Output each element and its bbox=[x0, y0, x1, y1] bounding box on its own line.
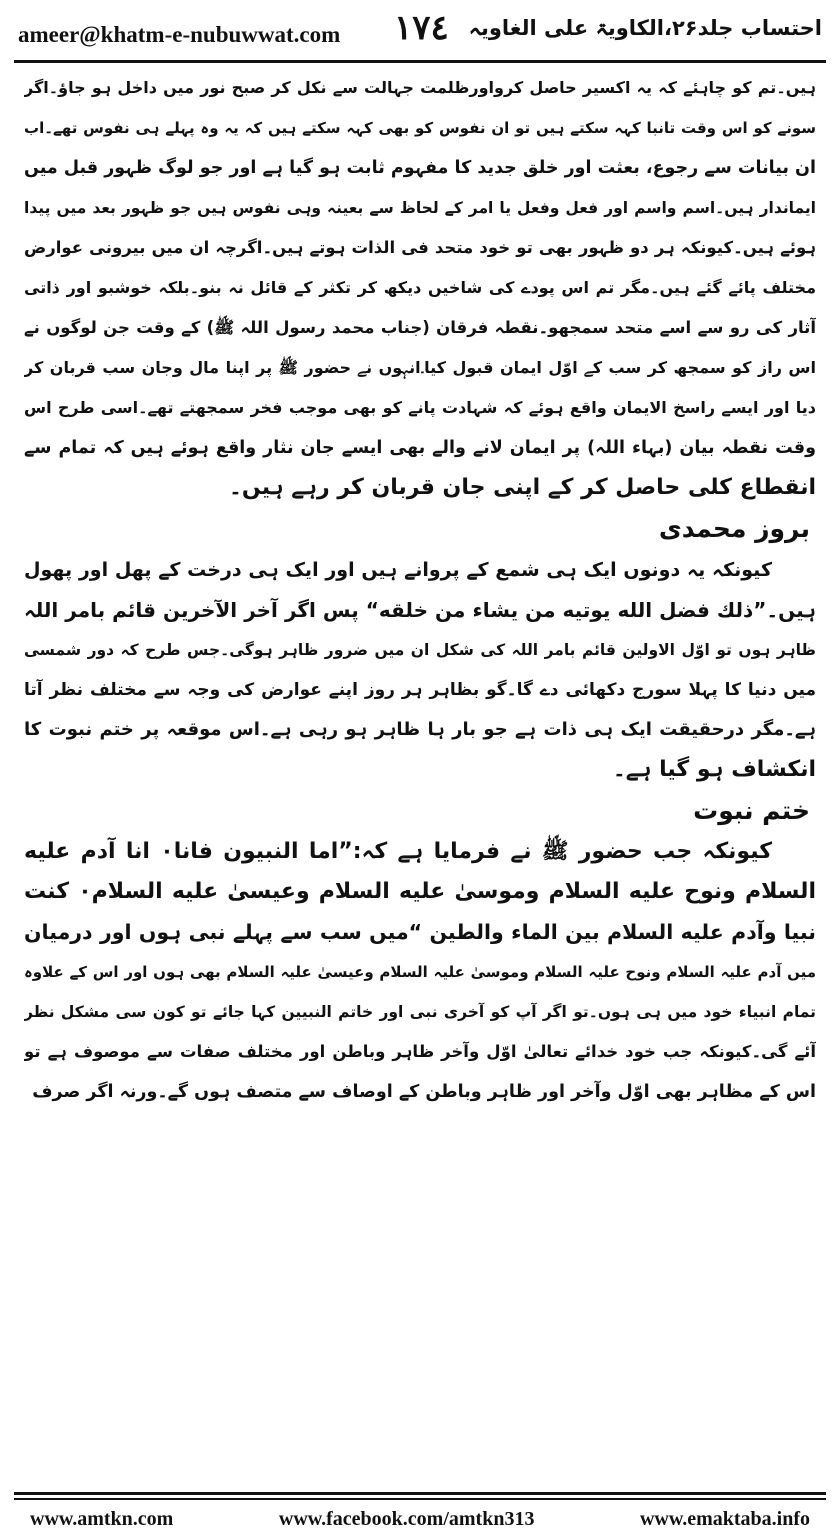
text-line: آثار کی رو سے اسے متحد سمجھو۔نقطہ فرقان (جناب محمد رسول اللہ ﷺ) کے وقت جن لوگوں نے bbox=[24, 318, 816, 337]
text-line: السلام ونوح عليه السلام وموسىٰ عليه السلام وعيسىٰ عليه السلام۰ كنت bbox=[24, 879, 816, 904]
text-line: ہے۔مگر درحقیقت ایک ہی ذات ہے جو بار ہا ظاہر ہو رہی ہے۔اس موقعہ پر ختم نبوت کا bbox=[24, 719, 816, 740]
text-line: دیا اور ایسے راسخ الایمان واقع ہوئے کہ شہادت پانے کو بھی موجب فخر سمجھتے تھے۔اسی طرح اس bbox=[24, 398, 816, 417]
text-line: وقت نقطہ بیان (بہاء اللہ) پر ایمان لانے والے بھی ایسے جان نثار واقع ہوئے ہیں کہ تمام سے bbox=[24, 438, 816, 458]
footer-link-facebook[interactable]: www.facebook.com/amtkn313 bbox=[278, 1507, 535, 1530]
text-line: کیونکہ جب حضور ﷺ نے فرمایا ہے کہ:”اما النبيون فانا۰ انا آدم عليه bbox=[24, 839, 773, 864]
footer-link-emaktaba[interactable]: www.emaktaba.info bbox=[639, 1507, 810, 1530]
text-line: میں دنیا کا پہلا سورج دکھائی دے گا۔گو بظاہر ہر روز اپنے عوارض کی وجہ سے مختلف نظر آتا bbox=[24, 680, 816, 700]
text-line: اس کے مظاہر بھی اوّل وآخر اور ظاہر وباطن کے اوصاف سے متصف ہوں گے۔ورنہ اگر صرف bbox=[32, 1082, 816, 1102]
text-line: انکشاف ہو گیا ہے۔ bbox=[612, 757, 816, 782]
text-line: ہیں۔”ذلك فضل الله يوتيه من يشاء من خلقه“ پس اگر آخر الآخرین قائم بامر اللہ bbox=[24, 598, 816, 622]
footer-rule-thin bbox=[14, 1498, 826, 1500]
text-line: ظاہر ہوں تو اوّل الاولین قائم بامر اللہ کی شکل ان میں ضرور ظاہر ہوگی۔جس طرح کہ دور شمسی bbox=[24, 641, 816, 659]
text-line: کیونکہ یہ دونوں ایک ہی شمع کے پروانے ہیں اور ایک ہی درخت کے پھل اور پھول bbox=[24, 559, 772, 581]
text-line: مختلف پائے گئے ہیں۔مگر تم اس پودے کی شاخیں دیکھ کر تکثر کے قائل نہ بنو۔بلکہ خوشبو اور ذاتی bbox=[24, 278, 816, 297]
page-body bbox=[24, 68, 816, 1468]
header-email: ameer@khatm-e-nubuwwat.com bbox=[18, 22, 341, 47]
text-line: انقطاع کلی حاصل کر کے اپنی جان قربان کر رہے ہیں۔ bbox=[229, 475, 816, 500]
text-line: اس راز کو سمجھ کر سب کے اوّل ایمان قبول کیا۔انہوں نے حضور ﷺ پر اپنا مال وجان سب قربان کر bbox=[24, 358, 816, 377]
footer-rule bbox=[14, 1492, 826, 1495]
text-line: ان بیانات سے رجوع، بعثت اور خلق جدید کا مفہوم ثابت ہو گیا ہے اور جو لوگ ظہور قبل میں bbox=[24, 158, 816, 178]
section-heading-khatm-e-nubuwwat: ختم نبوت bbox=[693, 796, 810, 825]
text-line: سونے کو اس وقت تانبا کہہ سکتے ہیں تو ان نفوس کو بھی کہہ سکتے ہیں کہ یہ وہ پہلے ہی نفوس تھے۔اب bbox=[24, 119, 816, 137]
footer-link-amtkn[interactable]: www.amtkn.com bbox=[30, 1507, 174, 1530]
book-title: احتساب جلد۲۶،الکاویۃ علی الغاویہ bbox=[468, 16, 822, 40]
text-line: ہوئے ہیں۔کیونکہ ہر دو ظہور بھی تو خود متحد فی الذات ہوتے ہیں۔اگرچہ ان میں بیرونی عوارض bbox=[24, 238, 816, 257]
text-line: ایماندار ہیں۔اسم واسم اور فعل وفعل یا امر کے لحاظ سے بعینہ وہی نفوس ہیں جو ظہور بعد میں پیدا bbox=[24, 199, 816, 217]
page-header bbox=[18, 6, 822, 62]
paragraph-3 bbox=[24, 832, 816, 1112]
text-line: تمام انبیاء خود میں ہی ہوں۔تو اگر آپ کو آخری نبی اور خاتم النبیین کہا جائے تو کون سی مشکل نظر bbox=[24, 1003, 816, 1021]
section-heading-buruz-muhammadi: بروز محمدی bbox=[658, 514, 810, 543]
text-line: ہیں۔تم کو چاہئے کہ یہ اکسیر حاصل کرواورظلمت جہالت سے نکل کر صبح نور میں داخل ہو جاؤ۔اگر bbox=[24, 78, 816, 97]
paragraph-1 bbox=[24, 68, 816, 508]
page-number: ١٧٤ bbox=[394, 8, 449, 48]
text-line: آئے گی۔کیونکہ جب خود خدائے تعالیٰ اوّل وآخر ظاہر وباطن اور مختلف صفات سے موصوف ہے تو bbox=[24, 1042, 816, 1061]
text-line: میں آدم علیہ السلام ونوح علیہ السلام وموسیٰ علیہ السلام وعیسیٰ علیہ السلام بھی ہوں اور اس کے علاوہ bbox=[24, 963, 816, 981]
text-line: نبيا وآدم عليه السلام بين الماء والطين “میں سب سے پہلے نبی ہوں اور درمیان bbox=[24, 920, 816, 944]
paragraph-2 bbox=[24, 550, 816, 790]
header-rule bbox=[14, 60, 826, 63]
page-footer bbox=[14, 1504, 826, 1534]
